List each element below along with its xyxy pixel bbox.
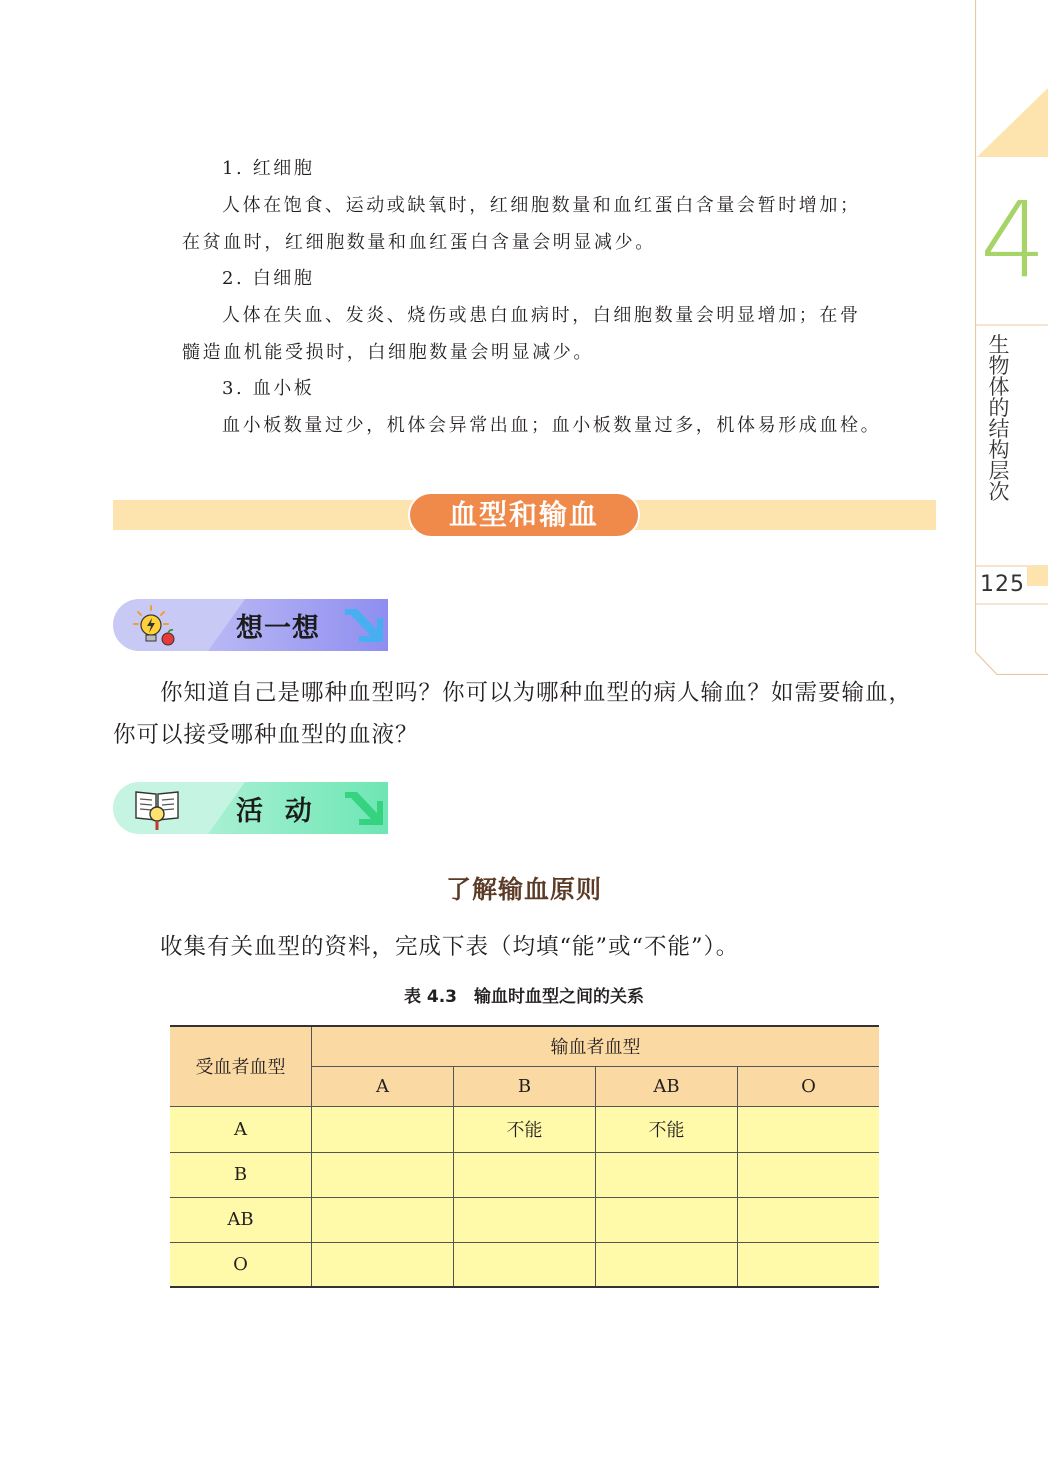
answer-cell[interactable] <box>596 1242 738 1287</box>
answer-cell[interactable] <box>312 1106 454 1152</box>
table-caption: 表 4.3 输血时血型之间的关系 <box>403 987 645 1007</box>
answer-cell[interactable] <box>454 1197 596 1242</box>
answer-cell[interactable] <box>454 1152 596 1197</box>
item2-line1: 人体在失血、发炎、烧伤或患白血病时，白细胞数量会明显增加；在骨 <box>222 305 861 326</box>
answer-cell[interactable] <box>738 1106 880 1152</box>
think-label: 想一想 <box>236 613 320 644</box>
think-badge <box>113 599 388 651</box>
item3-line1: 血小板数量过少，机体会异常出血；血小板数量过多，机体易形成血栓。 <box>222 415 882 436</box>
item1-line1: 人体在饱食、运动或缺氧时，红细胞数量和血红蛋白含量会暂时增加； <box>222 195 861 216</box>
chapter-title: 生物体的结构层次 <box>988 333 1010 504</box>
page-number: 125 <box>980 572 1025 597</box>
activity-badge <box>113 782 388 834</box>
table-row <box>170 1152 879 1197</box>
think-question-line1: 你知道自己是哪种血型吗？你可以为哪种血型的病人输血？如需要输血， <box>160 680 913 706</box>
item3-heading: 3. 血小板 <box>222 378 315 399</box>
item2-heading: 2. 白细胞 <box>222 268 315 289</box>
donor-type-header: B <box>454 1066 596 1106</box>
book-magnifier-icon <box>133 786 183 832</box>
donor-header: 输血者血型 <box>312 1026 880 1066</box>
donor-type-header: A <box>312 1066 454 1106</box>
answer-cell[interactable] <box>596 1197 738 1242</box>
item1-line2: 在贫血时，红细胞数量和血红蛋白含量会明显减少。 <box>182 232 656 253</box>
answer-cell[interactable] <box>596 1152 738 1197</box>
section-title: 血型和输血 <box>408 492 640 538</box>
item1-heading: 1. 红细胞 <box>222 158 315 179</box>
table-row <box>170 1106 879 1152</box>
recipient-cell: A <box>170 1106 312 1152</box>
answer-cell[interactable] <box>312 1197 454 1242</box>
lightbulb-icon <box>133 604 179 648</box>
think-question-line2: 你可以接受哪种血型的血液？ <box>113 722 419 748</box>
recipient-cell: B <box>170 1152 312 1197</box>
activity-label: 活 动 <box>236 796 313 827</box>
answer-cell[interactable] <box>738 1197 880 1242</box>
donor-type-header: AB <box>596 1066 738 1106</box>
answer-cell[interactable] <box>312 1152 454 1197</box>
donor-type-header: O <box>738 1066 880 1106</box>
answer-cell[interactable]: 不能 <box>454 1106 596 1152</box>
answer-cell[interactable] <box>312 1242 454 1287</box>
item2-line2: 髓造血机能受损时，白细胞数量会明显减少。 <box>182 342 594 363</box>
activity-instruction: 收集有关血型的资料，完成下表（均填“能”或“不能”）。 <box>160 934 740 960</box>
table-row <box>170 1242 879 1287</box>
chapter-number: 4 <box>980 179 1047 301</box>
table-row <box>170 1197 879 1242</box>
recipient-header: 受血者血型 <box>170 1026 312 1106</box>
answer-cell[interactable] <box>738 1152 880 1197</box>
activity-title: 了解输血原则 <box>445 875 602 904</box>
answer-cell[interactable] <box>738 1242 880 1287</box>
recipient-cell: O <box>170 1242 312 1287</box>
recipient-cell: AB <box>170 1197 312 1242</box>
answer-cell[interactable] <box>454 1242 596 1287</box>
answer-cell[interactable]: 不能 <box>596 1106 738 1152</box>
blood-transfusion-table <box>170 1025 879 1288</box>
